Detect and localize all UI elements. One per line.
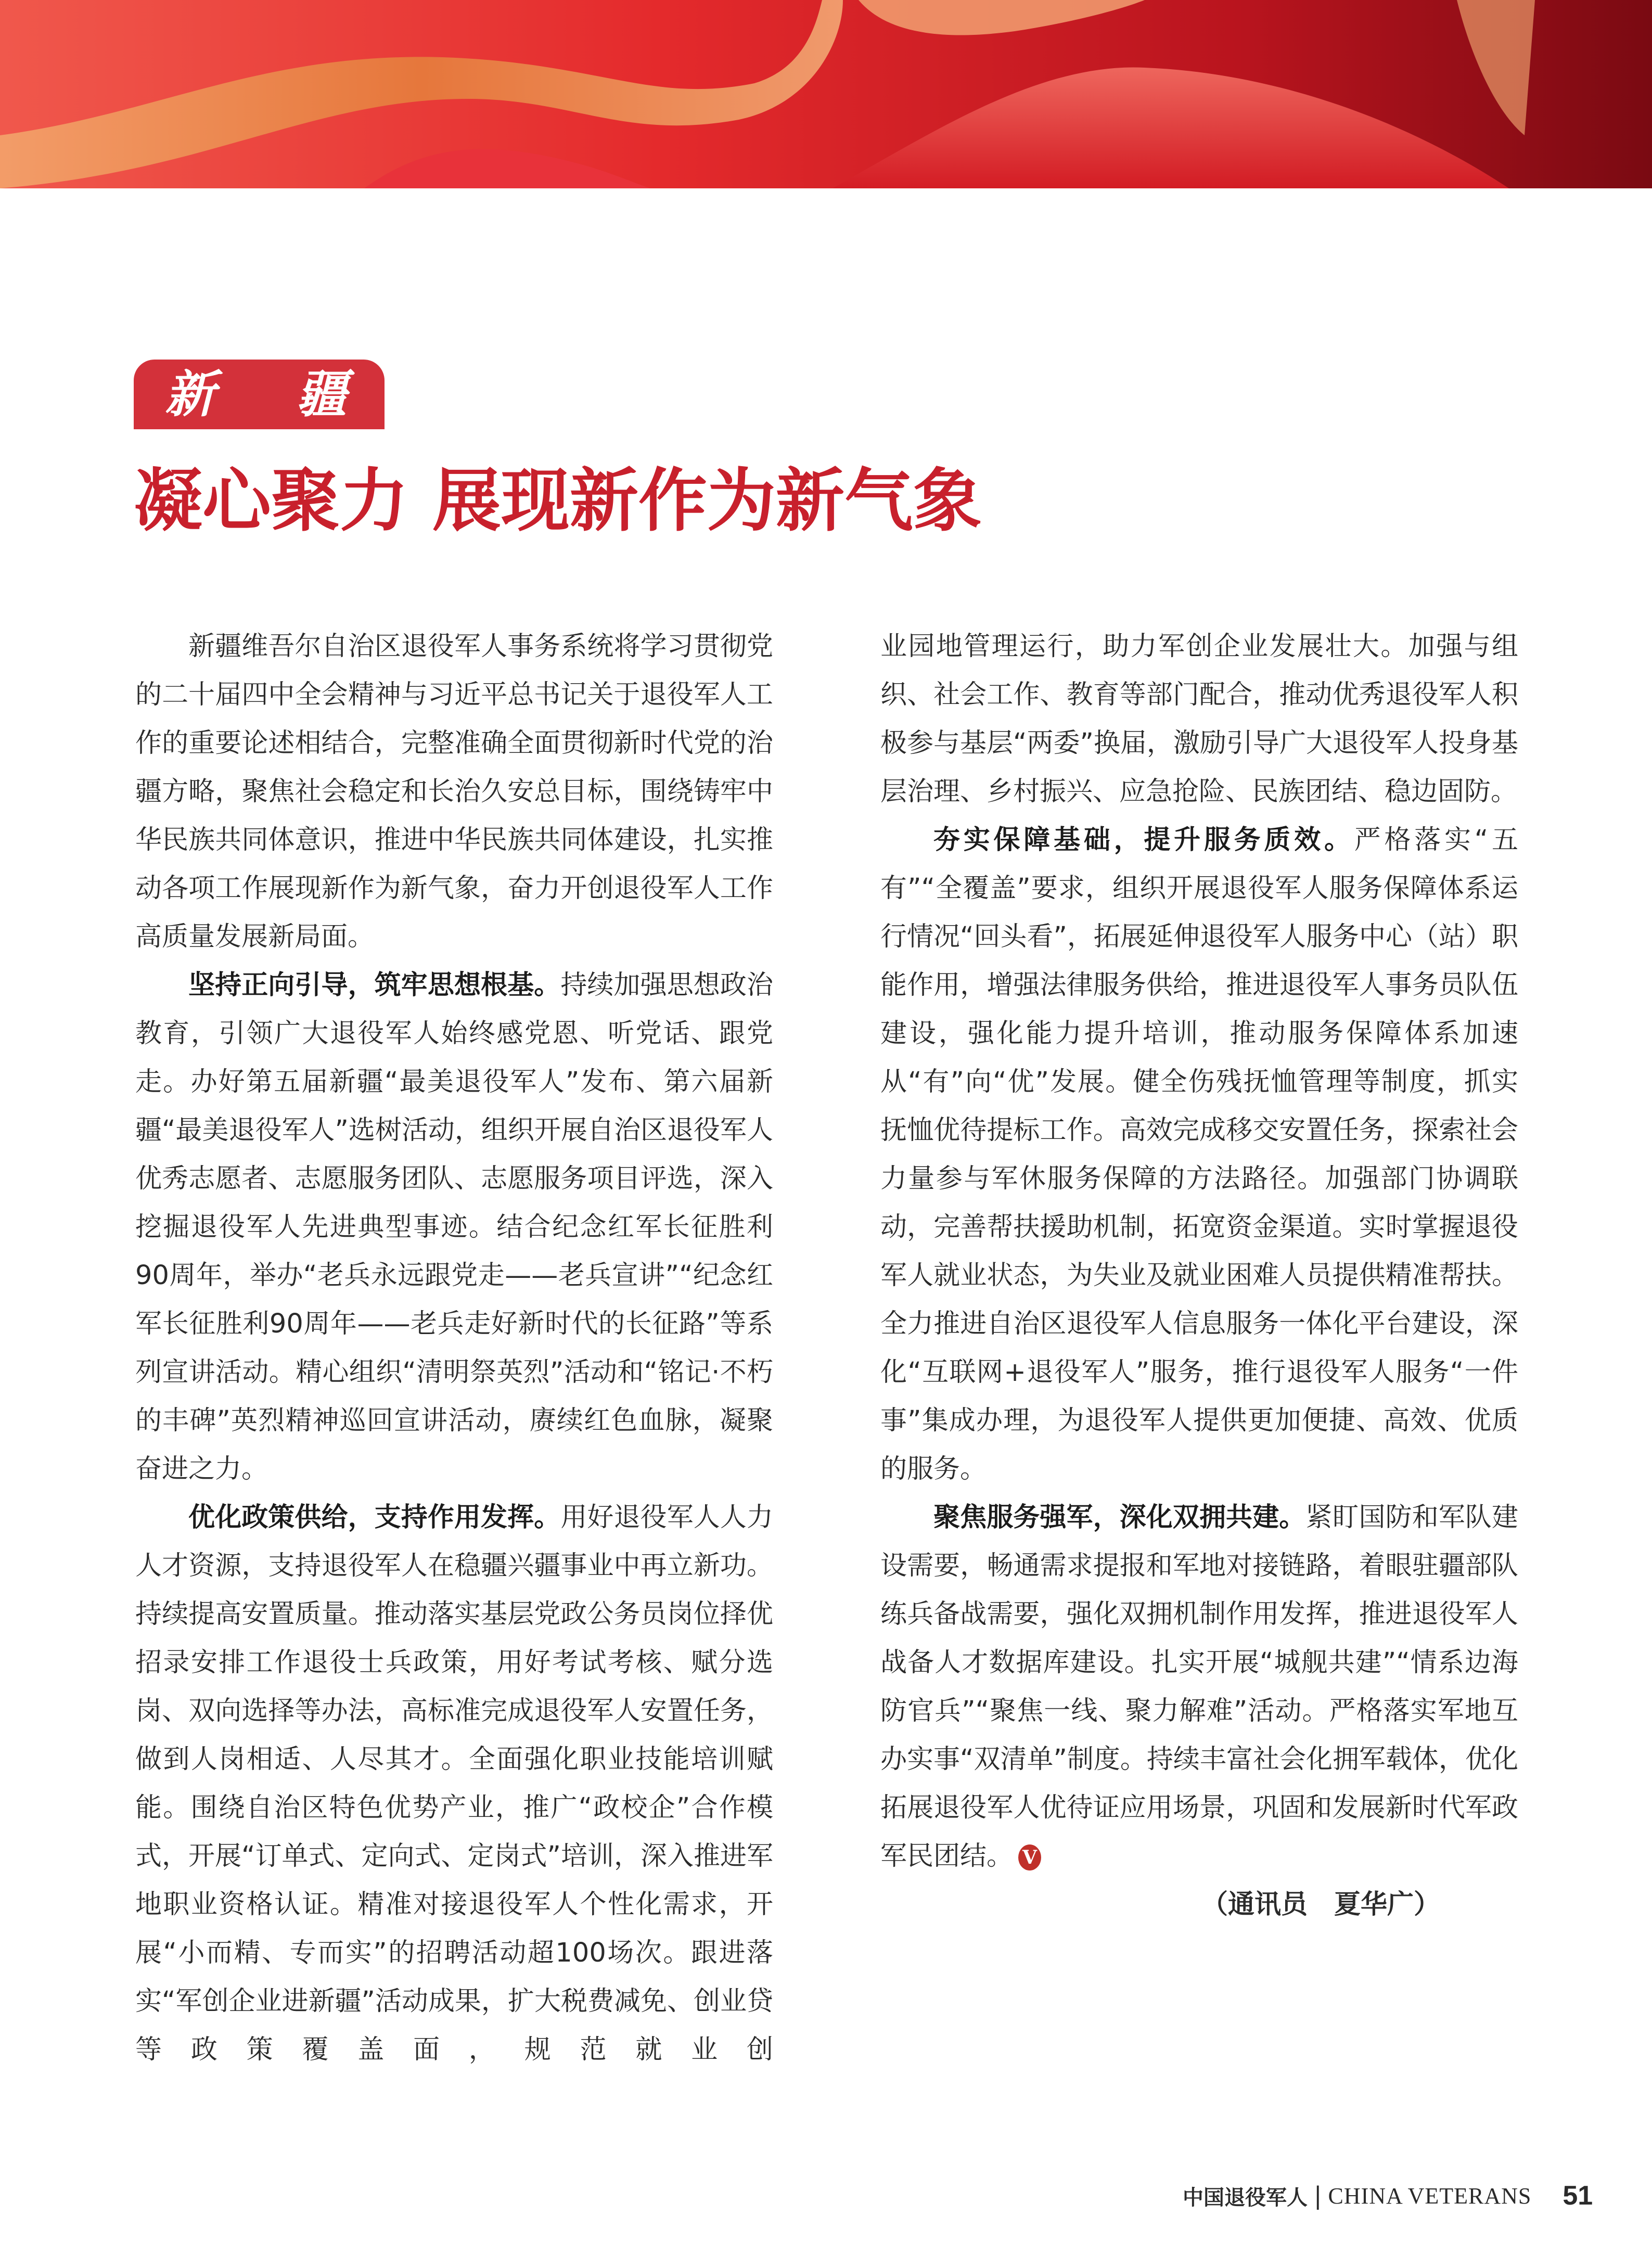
paragraph-heading: 坚持正向引导，筑牢思想根基。 — [188, 970, 561, 1001]
paragraph-service: 夯实保障基础，提升服务质效。严格落实“五有”“全覆盖”要求，组织开展退役军人服务保障体系运行情况“回头看”，拓展延伸退役军人服务中心（站）职能作用，增强法律服务供给，推进退役军人事务员队伍建设，强化能力提升培训，推动服务保障体系加速从“有”向“优”发展。健全伤残抚恤管理等制度，抓实抚恤优待提标工作。高效完成移交安置任务，探索社会力量参与军休服务保障的方法路径。加强部门协调联动，完善帮扶援助机制，拓宽资金渠道。实时掌握退役军人就业状态，为失业及就业困难人员提供精准帮扶。全力推进自治区退役军人信息服务一体化平台建设，深化“互联网+退役军人”服务，推行退役军人服务“一件事”集成办理，为退役军人提供更加便捷、高效、优质的服务。 — [880, 825, 1518, 1484]
end-mark-v-icon: V — [1018, 1844, 1041, 1871]
paragraph-heading: 优化政策供给，支持作用发挥。 — [188, 1502, 561, 1533]
paragraph-heading: 聚焦服务强军，深化双拥共建。 — [933, 1502, 1306, 1533]
paragraph-policy-continued: 业园地管理运行，助力军创企业发展壮大。加强与组织、社会工作、教育等部门配合，推动优秀退役军人积极参与基层“两委”换届，激励引导广大退役军人投身基层治理、乡村振兴、应急抢险、民族团结、稳边固防。 — [880, 631, 1518, 807]
section-tag: 新 疆 — [134, 360, 385, 429]
page-footer — [1183, 2180, 1593, 2211]
footer-separator: | — [1314, 2182, 1322, 2210]
magazine-name-en: CHINA VETERANS — [1328, 2183, 1532, 2209]
intro-paragraph: 新疆维吾尔自治区退役军人事务系统将学习贯彻党的二十届四中全会精神与习近平总书记关于退役军人工作的重要论述相结合，完整准确全面贯彻新时代党的治疆方略，聚焦社会稳定和长治久安总目标，围绕铸牢中华民族共同体意识，推进中华民族共同体建设，扎实推动各项工作展现新作为新气象，奋力开创退役军人工作高质量发展新局面。 — [135, 631, 773, 952]
article-title: 凝心聚力 展现新作为新气象 — [134, 460, 982, 541]
article-column-left — [135, 622, 773, 2074]
magazine-name-cn: 中国退役军人 — [1183, 2185, 1308, 2210]
paragraph-policy: 优化政策供给，支持作用发挥。用好退役军人人力人才资源，支持退役军人在稳疆兴疆事业中再立新功。持续提高安置质量。推动落实基层党政公务员岗位择优招录安排工作退役士兵政策，用好考试考核、赋分选岗、双向选择等办法，高标准完成退役军人安置任务，做到人岗相适、人尽其才。全面强化职业技能培训赋能。围绕自治区特色优势产业，推广“政校企”合作模式，开展“订单式、定向式、定岗式”培训，深入推进军地职业资格认证。精准对接退役军人个性化需求，开展“小而精、专而实”的招聘活动超100场次。跟进落实“军创企业进新疆”活动成果，扩大税费减免、创业贷等政策覆盖面，规范就业创 — [135, 1502, 773, 2065]
red-silk-banner-image — [0, 0, 1652, 188]
paragraph-heading: 夯实保障基础，提升服务质效。 — [933, 825, 1354, 855]
paragraph-military-support: 聚焦服务强军，深化双拥共建。紧盯国防和军队建设需要，畅通需求提报和军地对接链路，着眼驻疆部队练兵备战需要，强化双拥机制作用发挥，推进退役军人战备人才数据库建设。扎实开展“城舰共建”“情系边海防官兵”“聚焦一线、聚力解难”活动。严格落实军地互办实事“双清单”制度。持续丰富社会化拥军载体，优化拓展退役军人优待证应用场景，巩固和发展新时代军政军民团结。 V — [880, 1502, 1518, 1872]
page-number: 51 — [1563, 2181, 1593, 2211]
paragraph-ideology: 坚持正向引导，筑牢思想根基。持续加强思想政治教育，引领广大退役军人始终感党恩、听党话、跟党走。办好第五届新疆“最美退役军人”发布、第六届新疆“最美退役军人”选树活动，组织开展自治区退役军人优秀志愿者、志愿服务团队、志愿服务项目评选，深入挖掘退役军人先进典型事迹。结合纪念红军长征胜利90周年，举办“老兵永远跟党走——老兵宣讲”“纪念红军长征胜利90周年——老兵走好新时代的长征路”等系列宣讲活动。精心组织“清明祭英烈”活动和“铭记·不朽的丰碑”英烈精神巡回宣讲活动，赓续红色血脉，凝聚奋进之力。 — [135, 970, 773, 1484]
article-column-right — [880, 622, 1518, 1929]
author-byline: （通讯员 夏华广） — [1201, 1889, 1440, 1920]
